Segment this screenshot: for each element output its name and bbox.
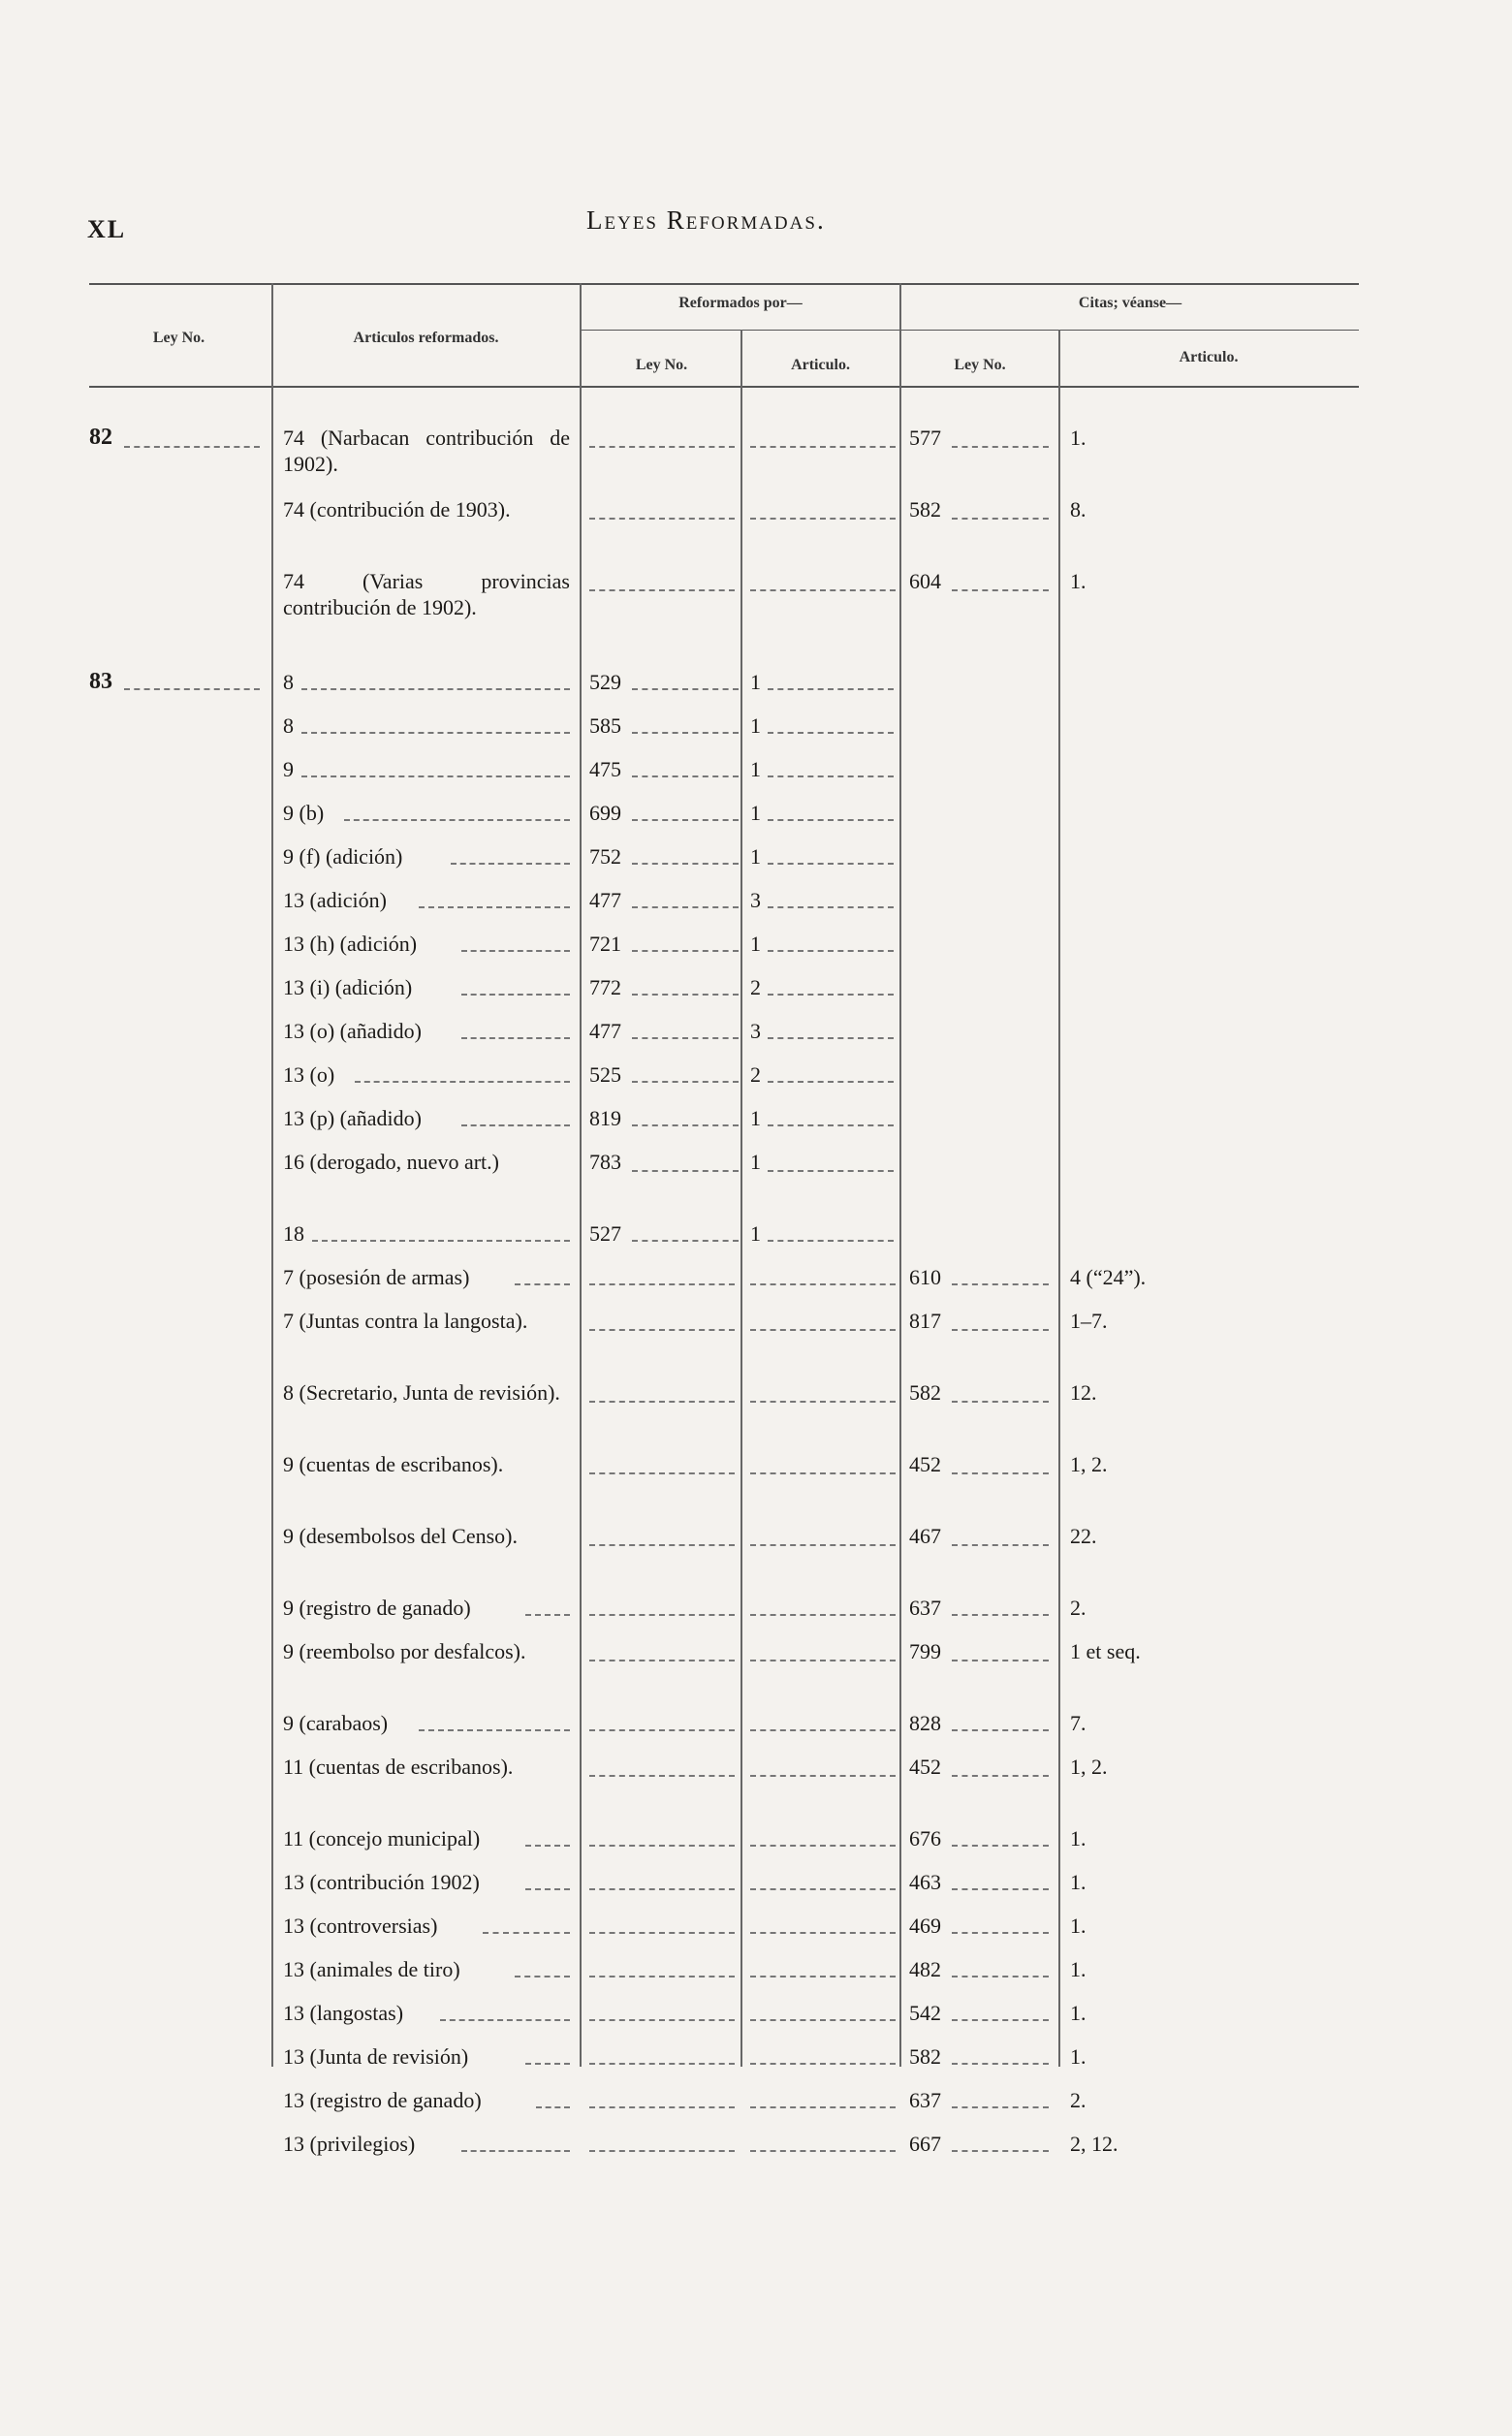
cita-ley: 799 [909,1639,941,1663]
articulo-text: 8 [283,670,294,694]
leader-dots [768,1081,894,1083]
leader-dots [589,2106,735,2108]
page-number: XL [87,215,127,243]
col-reformados-articulo-header: Articulo. [791,357,850,373]
cita-ley: 604 [909,569,941,593]
reformado-articulo: 1 [750,1106,761,1130]
cita-articulo: 2. [1070,1596,1087,1620]
leader-dots [952,1472,1049,1474]
articulo-text: 18 [283,1221,304,1246]
leader-dots [952,2150,1049,2152]
leader-dots [589,1472,735,1474]
reformado-ley: 585 [589,713,621,738]
articulo-text: 7 (Juntas contra la langosta). [283,1309,528,1333]
leader-dots [525,2063,570,2065]
leader-dots [750,1329,896,1331]
articulo-text: 8 (Secretario, Junta de revisión). [283,1380,560,1405]
leader-dots [525,1614,570,1616]
articulo-text: 74 (contribución de 1903). [283,497,511,522]
leader-dots [461,2150,570,2152]
leader-dots [632,1240,739,1242]
leader-dots [768,775,894,777]
articulo-text: 9 (carabaos) [283,1711,389,1735]
leader-dots [632,863,739,865]
col-ley-no-header: Ley No. [152,330,205,346]
leader-dots [589,589,735,591]
running-title: Leyes Reformadas. [586,206,826,235]
leader-dots [355,1081,570,1083]
leader-dots [952,1932,1049,1934]
leader-dots [589,1660,735,1661]
cita-articulo: 1–7. [1070,1309,1108,1333]
articulo-text: 13 (privilegios) [283,2132,416,2156]
reformado-ley: 721 [589,932,621,956]
leader-dots [750,1660,896,1661]
col-articulos-header: Articulos reformados. [353,330,499,346]
leader-dots [419,906,570,908]
articulo-text: 13 (registro de ganado) [283,2088,482,2112]
cita-articulo: 12. [1070,1380,1097,1405]
col-rule-2 [580,283,582,2067]
cita-articulo: 1, 2. [1070,1755,1108,1779]
leader-dots [312,1240,570,1242]
header-bottom-rule [89,386,1359,388]
leader-dots [750,1845,896,1847]
leader-dots [750,2063,896,2065]
leader-dots [589,1614,735,1616]
leader-dots [750,1888,896,1890]
leader-dots [515,1283,570,1285]
leader-dots [632,994,739,996]
reformado-articulo: 1 [750,713,761,738]
leader-dots [768,994,894,996]
cita-articulo: 2, 12. [1070,2132,1118,2156]
leader-dots [750,2150,896,2152]
cita-ley: 828 [909,1711,941,1735]
reformado-articulo: 1 [750,1150,761,1174]
reformado-ley: 529 [589,670,621,694]
leader-dots [589,446,735,448]
leader-dots [632,1170,739,1172]
cita-ley: 676 [909,1826,941,1851]
articulo-text: 9 (registro de ganado) [283,1596,471,1620]
cita-ley: 582 [909,497,941,522]
leader-dots [525,1888,570,1890]
cita-ley: 482 [909,1957,941,1981]
cita-ley: 469 [909,1914,941,1938]
leader-dots [750,1544,896,1546]
leader-dots [589,1401,735,1403]
leader-dots [768,732,894,734]
articulo-text: 7 (posesión de armas) [283,1265,470,1289]
reformado-articulo: 1 [750,757,761,781]
reformado-ley: 699 [589,801,621,825]
cita-ley: 667 [909,2132,941,2156]
leader-dots [525,1845,570,1847]
leader-dots [768,1170,894,1172]
leader-dots [589,2019,735,2021]
leader-dots [768,688,894,690]
leader-dots [768,819,894,821]
leader-dots [124,688,260,690]
leader-dots [952,1614,1049,1616]
leader-dots [461,1124,570,1126]
cita-ley: 463 [909,1870,941,1894]
leader-dots [461,994,570,996]
leader-dots [515,1976,570,1977]
leader-dots [952,1660,1049,1661]
leader-dots [952,518,1049,520]
cita-articulo: 7. [1070,1711,1087,1735]
ley-number: 82 [89,425,112,450]
leader-dots [750,2019,896,2021]
reformado-articulo: 1 [750,670,761,694]
leader-dots [589,1976,735,1977]
leader-dots [589,1845,735,1847]
cita-articulo: 1. [1070,1826,1087,1851]
leader-dots [750,1976,896,1977]
leader-dots [589,1283,735,1285]
leader-dots [632,775,739,777]
laws-table [89,279,1359,2156]
leader-dots [124,446,260,448]
cita-articulo: 2. [1070,2088,1087,2112]
leader-dots [632,688,739,690]
ley-number: 83 [89,669,112,694]
leader-dots [750,1401,896,1403]
cita-articulo: 1 et seq. [1070,1639,1141,1663]
col-reformados-por-header: Reformados por— [678,295,803,311]
leader-dots [952,1888,1049,1890]
table-top-rule [89,283,1359,285]
leader-dots [589,1932,735,1934]
leader-dots [952,446,1049,448]
leader-dots [768,863,894,865]
reformado-ley: 477 [589,1019,621,1043]
articulo-text: 13 (o) [283,1062,335,1087]
reformado-articulo: 2 [750,1062,761,1087]
reformado-articulo: 3 [750,1019,761,1043]
articulo-text: 16 (derogado, nuevo art.) [283,1150,499,1174]
reformado-articulo: 2 [750,975,761,999]
articulo-text: 13 (p) (añadido) [283,1106,422,1130]
leader-dots [589,1544,735,1546]
col-citas-header: Citas; véanse— [1078,295,1182,311]
cita-ley: 637 [909,1596,941,1620]
articulo-text: 13 (o) (añadido) [283,1019,422,1043]
leader-dots [750,1932,896,1934]
articulo-text: 13 (langostas) [283,2001,404,2025]
reformado-ley: 527 [589,1221,621,1246]
leader-dots [632,732,739,734]
leader-dots [301,732,570,734]
cita-ley: 577 [909,426,941,450]
leader-dots [952,1729,1049,1731]
leader-dots [952,1283,1049,1285]
reformado-ley: 783 [589,1150,621,1174]
reformado-articulo: 1 [750,1221,761,1246]
col-citas-articulo-header: Articulo. [1179,349,1239,365]
cita-ley: 452 [909,1755,941,1779]
leader-dots [750,1283,896,1285]
leader-dots [952,1845,1049,1847]
leader-dots [750,1614,896,1616]
reformado-ley: 772 [589,975,621,999]
cita-articulo: 1, 2. [1070,1452,1108,1476]
leader-dots [589,1775,735,1777]
articulo-text: 74 (Varias provincias contribución de 1902). [283,569,570,619]
leader-dots [952,2019,1049,2021]
articulo-text: 8 [283,713,294,738]
leader-dots [440,2019,570,2021]
leader-dots [750,2106,896,2108]
cita-ley: 817 [909,1309,941,1333]
articulo-text: 13 (Junta de revisión) [283,2044,469,2069]
leader-dots [301,688,570,690]
articulo-text: 11 (cuentas de escribanos). [283,1755,514,1779]
reformado-articulo: 1 [750,844,761,869]
cita-articulo: 1. [1070,1870,1087,1894]
leader-dots [632,906,739,908]
cita-ley: 467 [909,1524,941,1548]
leader-dots [952,1775,1049,1777]
leader-dots [344,819,570,821]
reformado-ley: 477 [589,888,621,912]
articulo-text: 74 (Narbacan contribución de 1902). [283,426,570,476]
cita-articulo: 8. [1070,497,1087,522]
leader-dots [768,1240,894,1242]
cita-articulo: 1. [1070,1957,1087,1981]
articulo-text: 9 (b) [283,801,325,825]
reformado-ley: 819 [589,1106,621,1130]
cita-ley: 452 [909,1452,941,1476]
col-rule-3 [740,330,742,2067]
leader-dots [632,950,739,952]
articulo-text: 9 (cuentas de escribanos). [283,1452,504,1476]
leader-dots [750,1775,896,1777]
leader-dots [483,1932,570,1934]
cita-ley: 637 [909,2088,941,2112]
articulo-text: 13 (contribución 1902) [283,1870,480,1894]
leader-dots [750,589,896,591]
leader-dots [952,1401,1049,1403]
col-rule-5 [1058,330,1060,2067]
cita-articulo: 1. [1070,426,1087,450]
cita-articulo: 1. [1070,569,1087,593]
leader-dots [301,775,570,777]
cita-ley: 542 [909,2001,941,2025]
leader-dots [952,1976,1049,1977]
leader-dots [750,1729,896,1731]
reformado-articulo: 1 [750,932,761,956]
leader-dots [952,1329,1049,1331]
reformado-ley: 475 [589,757,621,781]
articulo-text: 9 [283,757,294,781]
leader-dots [589,2150,735,2152]
leader-dots [952,589,1049,591]
articulo-text: 13 (i) (adición) [283,975,413,999]
leader-dots [632,1124,739,1126]
reformado-ley: 752 [589,844,621,869]
articulo-text: 9 (f) (adición) [283,844,403,869]
articulo-text: 13 (animales de tiro) [283,1957,460,1981]
cita-articulo: 1. [1070,1914,1087,1938]
leader-dots [589,1329,735,1331]
cita-ley: 610 [909,1265,941,1289]
articulo-text: 13 (adición) [283,888,387,912]
leader-dots [632,1037,739,1039]
cita-ley: 582 [909,2044,941,2069]
articulo-text: 9 (reembolso por desfalcos). [283,1639,526,1663]
cita-articulo: 1. [1070,2044,1087,2069]
leader-dots [461,950,570,952]
leader-dots [589,1729,735,1731]
leader-dots [750,446,896,448]
cita-articulo: 22. [1070,1524,1097,1548]
leader-dots [768,950,894,952]
cita-articulo: 4 (“24”). [1070,1265,1147,1289]
articulo-text: 11 (concejo municipal) [283,1826,481,1851]
group-header-rule [582,330,1359,331]
col-citas-ley-header: Ley No. [954,357,1006,373]
leader-dots [419,1729,570,1731]
leader-dots [589,2063,735,2065]
col-rule-1 [271,283,273,2067]
leader-dots [952,1544,1049,1546]
articulo-text: 13 (h) (adición) [283,932,418,956]
leader-dots [461,1037,570,1039]
leader-dots [768,1124,894,1126]
leader-dots [451,863,570,865]
cita-articulo: 1. [1070,2001,1087,2025]
articulo-text: 13 (controversias) [283,1914,438,1938]
col-reformados-ley-header: Ley No. [635,357,688,373]
leader-dots [768,1037,894,1039]
leader-dots [750,1472,896,1474]
reformado-ley: 525 [589,1062,621,1087]
articulo-text: 9 (desembolsos del Censo). [283,1524,518,1548]
leader-dots [768,906,894,908]
leader-dots [750,518,896,520]
reformado-articulo: 3 [750,888,761,912]
leader-dots [589,1888,735,1890]
col-rule-4 [899,283,901,2067]
reformado-articulo: 1 [750,801,761,825]
leader-dots [536,2106,570,2108]
leader-dots [632,819,739,821]
leader-dots [589,518,735,520]
cita-ley: 582 [909,1380,941,1405]
leader-dots [952,2063,1049,2065]
leader-dots [952,2106,1049,2108]
leader-dots [632,1081,739,1083]
